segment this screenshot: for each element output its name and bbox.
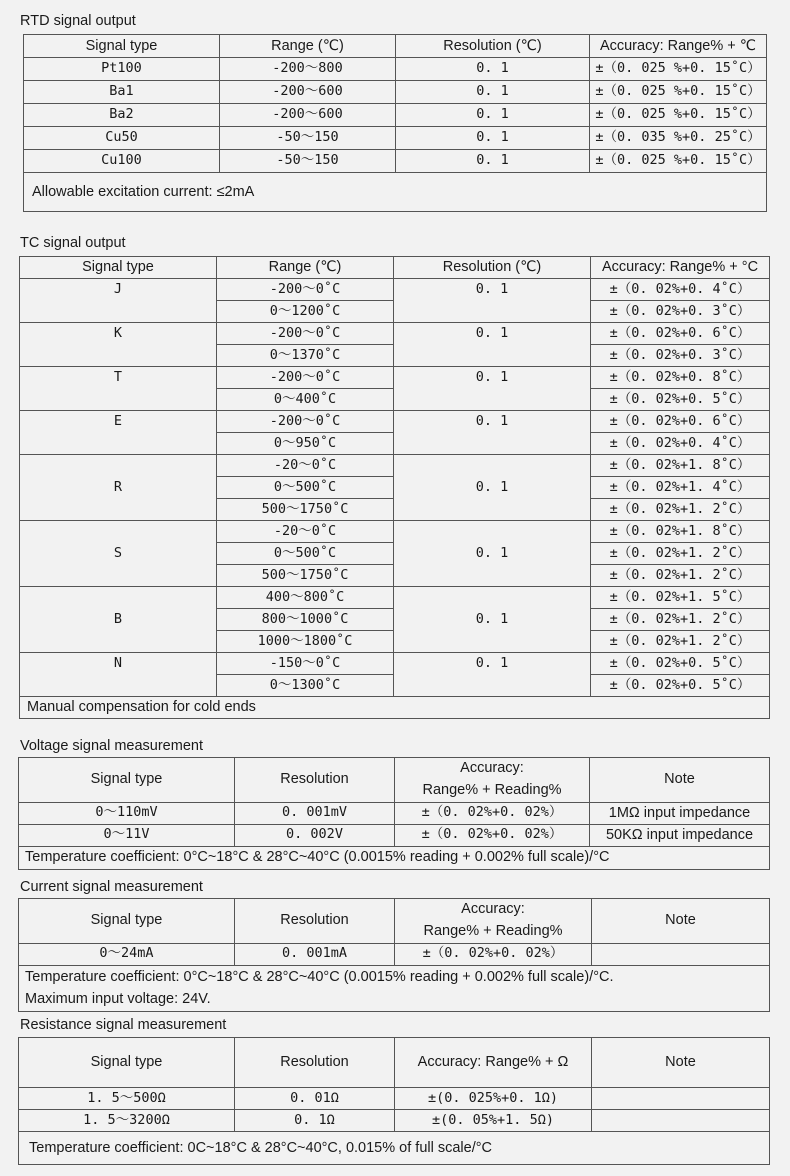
tc-range: -200～0˚C [217, 323, 394, 345]
current-header-signal-type: Signal type [19, 899, 235, 944]
tc-range: 0～1300˚C [217, 675, 394, 697]
resistance-cell: 1. 5～3200Ω [19, 1110, 235, 1132]
current-note-line-2: Maximum input voltage: 24V. [25, 991, 211, 1007]
resistance-cell: 0. 1Ω [235, 1110, 395, 1132]
tc-signal-type: B [20, 587, 217, 653]
tc-accuracy: ±（0. 02%+1. 2˚C） [591, 565, 770, 587]
rtd-cell: -200～800 [220, 58, 396, 81]
tc-accuracy: ±（0. 02%+1. 8˚C） [591, 455, 770, 477]
tc-range: -200～0˚C [217, 411, 394, 433]
tc-header-range: Range (℃) [217, 257, 394, 279]
tc-accuracy: ±（0. 02%+0. 3˚C） [591, 345, 770, 367]
tc-header-accuracy: Accuracy: Range% + °C [591, 257, 770, 279]
table-row [24, 104, 767, 127]
rtd-cell: ±（0. 025 %+0. 15˚C） [590, 81, 767, 104]
voltage-header-signal-type: Signal type [19, 758, 235, 803]
tc-accuracy: ±（0. 02%+0. 4˚C） [591, 433, 770, 455]
tc-range: 0～950˚C [217, 433, 394, 455]
tc-accuracy: ±（0. 02%+1. 8˚C） [591, 521, 770, 543]
tc-header-resolution: Resolution (℃) [394, 257, 591, 279]
tc-signal-type: T [20, 367, 217, 411]
table-row [24, 127, 767, 150]
resistance-header-accuracy: Accuracy: Range% + Ω [395, 1038, 592, 1088]
resistance-cell: 0. 01Ω [235, 1088, 395, 1110]
resistance-table [18, 1037, 770, 1165]
voltage-section-title: Voltage signal measurement [20, 738, 203, 754]
rtd-cell: -50～150 [220, 127, 396, 150]
rtd-header-signal-type: Signal type [24, 35, 220, 58]
rtd-header-accuracy: Accuracy: Range% + ℃ [590, 35, 767, 58]
voltage-cell: 50KΩ input impedance [590, 824, 770, 846]
current-section-title: Current signal measurement [20, 879, 203, 895]
tc-resolution: 0. 1 [394, 367, 591, 411]
voltage-cell: 1MΩ input impedance [590, 802, 770, 824]
voltage-cell: ±（0. 02%+0. 02%） [395, 824, 590, 846]
resistance-note: Temperature coefficient: 0C~18°C & 28°C~40°C, 0.015% of full scale/°C [19, 1132, 770, 1165]
table-row [19, 943, 770, 965]
resistance-cell [592, 1110, 770, 1132]
current-cell: ±（0. 02%+0. 02%） [395, 943, 592, 965]
resistance-cell [592, 1088, 770, 1110]
tc-header-signal-type: Signal type [20, 257, 217, 279]
tc-accuracy: ±（0. 02%+0. 3˚C） [591, 301, 770, 323]
voltage-cell: 0～11V [19, 824, 235, 846]
table-row [20, 653, 770, 675]
rtd-cell: ±（0. 035 %+0. 25˚C） [590, 127, 767, 150]
tc-accuracy: ±（0. 02%+0. 8˚C） [591, 367, 770, 389]
tc-range: 1000～1800˚C [217, 631, 394, 653]
resistance-header-note: Note [592, 1038, 770, 1088]
tc-resolution: 0. 1 [394, 323, 591, 367]
rtd-cell: 0. 1 [396, 58, 590, 81]
tc-range: -200～0˚C [217, 367, 394, 389]
voltage-header-note: Note [590, 758, 770, 803]
voltage-header-resolution: Resolution [235, 758, 395, 803]
rtd-cell: Cu100 [24, 150, 220, 173]
current-cell: 0～24mA [19, 943, 235, 965]
rtd-cell: 0. 1 [396, 81, 590, 104]
rtd-cell: -200～600 [220, 81, 396, 104]
tc-range: 400～800˚C [217, 587, 394, 609]
rtd-cell: ±（0. 025 %+0. 15˚C） [590, 58, 767, 81]
rtd-cell: 0. 1 [396, 104, 590, 127]
table-row [24, 58, 767, 81]
resistance-cell: ±(0. 025%+0. 1Ω) [395, 1088, 592, 1110]
rtd-section-title: RTD signal output [20, 13, 136, 29]
resistance-section-title: Resistance signal measurement [20, 1017, 227, 1033]
voltage-note: Temperature coefficient: 0°C~18°C & 28°C~40°C (0.0015% reading + 0.002% full scale)/°C [19, 846, 770, 869]
voltage-cell: 0. 002V [235, 824, 395, 846]
current-note [19, 965, 770, 1011]
resistance-header-resolution: Resolution [235, 1038, 395, 1088]
rtd-cell: 0. 1 [396, 127, 590, 150]
rtd-cell: Pt100 [24, 58, 220, 81]
tc-range: 500～1750˚C [217, 565, 394, 587]
table-row [24, 81, 767, 104]
tc-signal-type: R [20, 455, 217, 521]
current-header-note: Note [592, 899, 770, 944]
tc-signal-type: S [20, 521, 217, 587]
rtd-cell: -50～150 [220, 150, 396, 173]
tc-accuracy: ±（0. 02%+1. 4˚C） [591, 477, 770, 499]
voltage-cell: 0～110mV [19, 802, 235, 824]
tc-signal-type: N [20, 653, 217, 697]
voltage-header-accuracy: Accuracy: Range% + Reading% [395, 758, 590, 803]
rtd-table [23, 34, 767, 212]
rtd-cell: ±（0. 025 %+0. 15˚C） [590, 150, 767, 173]
tc-accuracy: ±（0. 02%+0. 6˚C） [591, 323, 770, 345]
resistance-cell: 1. 5～500Ω [19, 1088, 235, 1110]
tc-accuracy: ±（0. 02%+0. 5˚C） [591, 653, 770, 675]
tc-accuracy: ±（0. 02%+1. 2˚C） [591, 499, 770, 521]
current-table [18, 898, 770, 1012]
voltage-cell: ±（0. 02%+0. 02%） [395, 802, 590, 824]
tc-section-title: TC signal output [20, 235, 126, 251]
tc-accuracy: ±（0. 02%+1. 5˚C） [591, 587, 770, 609]
resistance-cell: ±(0. 05%+1. 5Ω) [395, 1110, 592, 1132]
tc-signal-type: K [20, 323, 217, 367]
rtd-cell: Ba2 [24, 104, 220, 127]
tc-accuracy: ±（0. 02%+0. 5˚C） [591, 389, 770, 411]
tc-range: 500～1750˚C [217, 499, 394, 521]
table-row [24, 150, 767, 173]
rtd-cell: Ba1 [24, 81, 220, 104]
tc-range: -20～0˚C [217, 521, 394, 543]
tc-range: 0～500˚C [217, 477, 394, 499]
voltage-table [18, 757, 770, 870]
tc-table [19, 256, 770, 719]
tc-accuracy: ±（0. 02%+1. 2˚C） [591, 631, 770, 653]
tc-range: 0～1370˚C [217, 345, 394, 367]
tc-resolution: 0. 1 [394, 587, 591, 653]
table-row [20, 323, 770, 345]
table-row [19, 1110, 770, 1132]
table-row [19, 802, 770, 824]
current-header-accuracy: Accuracy: Range% + Reading% [395, 899, 592, 944]
table-row [20, 279, 770, 301]
table-row [19, 1088, 770, 1110]
tc-accuracy: ±（0. 02%+1. 2˚C） [591, 609, 770, 631]
tc-range: 0～400˚C [217, 389, 394, 411]
tc-signal-type: J [20, 279, 217, 323]
table-row [20, 455, 770, 477]
tc-signal-type: E [20, 411, 217, 455]
tc-resolution: 0. 1 [394, 521, 591, 587]
tc-range: 0～500˚C [217, 543, 394, 565]
tc-resolution: 0. 1 [394, 653, 591, 697]
rtd-cell: -200～600 [220, 104, 396, 127]
table-row [19, 824, 770, 846]
rtd-header-resolution: Resolution (℃) [396, 35, 590, 58]
tc-accuracy: ±（0. 02%+0. 5˚C） [591, 675, 770, 697]
tc-note: Manual compensation for cold ends [20, 697, 770, 719]
tc-accuracy: ±（0. 02%+0. 6˚C） [591, 411, 770, 433]
tc-range: 800～1000˚C [217, 609, 394, 631]
tc-range: -150～0˚C [217, 653, 394, 675]
table-row [20, 521, 770, 543]
tc-accuracy: ±（0. 02%+0. 4˚C） [591, 279, 770, 301]
tc-resolution: 0. 1 [394, 279, 591, 323]
table-row [20, 367, 770, 389]
table-row [20, 411, 770, 433]
rtd-cell: Cu50 [24, 127, 220, 150]
rtd-cell: 0. 1 [396, 150, 590, 173]
current-cell: 0. 001mA [235, 943, 395, 965]
current-header-resolution: Resolution [235, 899, 395, 944]
current-cell [592, 943, 770, 965]
tc-range: -200～0˚C [217, 279, 394, 301]
tc-resolution: 0. 1 [394, 455, 591, 521]
rtd-note: Allowable excitation current: ≤2mA [24, 173, 767, 212]
tc-accuracy: ±（0. 02%+1. 2˚C） [591, 543, 770, 565]
current-note-line-1: Temperature coefficient: 0°C~18°C & 28°C~40°C (0.0015% reading + 0.002% full scale)/°C. [25, 969, 614, 985]
voltage-cell: 0. 001mV [235, 802, 395, 824]
resistance-header-signal-type: Signal type [19, 1038, 235, 1088]
tc-range: -20～0˚C [217, 455, 394, 477]
rtd-cell: ±（0. 025 %+0. 15˚C） [590, 104, 767, 127]
table-row [20, 587, 770, 609]
tc-resolution: 0. 1 [394, 411, 591, 455]
rtd-header-range: Range (℃) [220, 35, 396, 58]
tc-range: 0～1200˚C [217, 301, 394, 323]
